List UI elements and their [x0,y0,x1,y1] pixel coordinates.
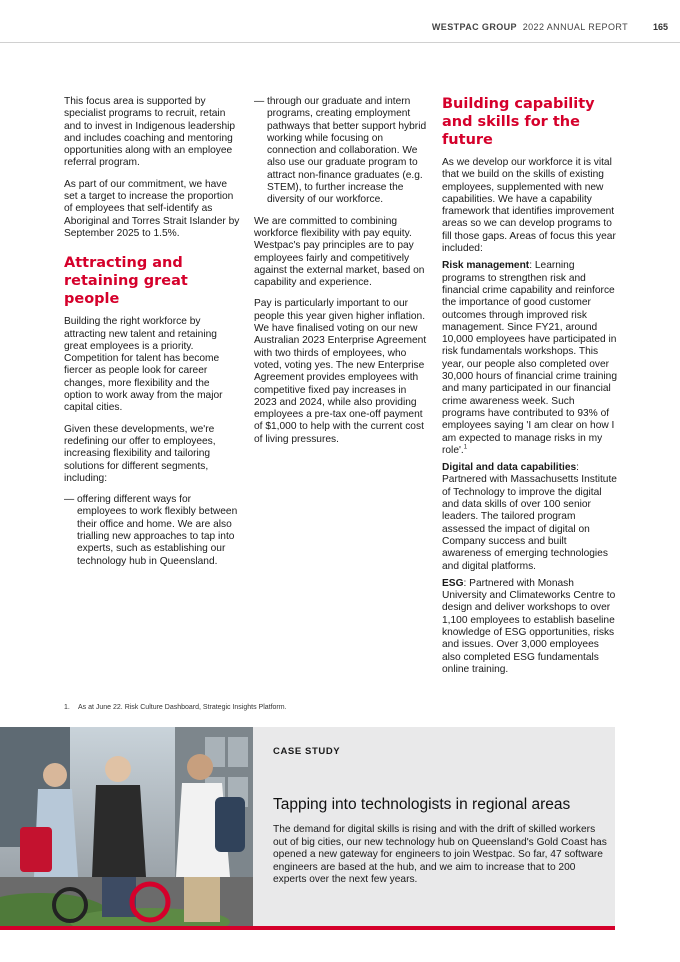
esg-title: ESG [442,577,464,589]
section-heading-building: Building capability and skills for the future [442,96,595,148]
bullet-item [64,494,240,568]
paragraph: Pay is particularly important to our people this year given higher inflation. We have finalised voting on our new Australian 2023 Enterprise Agreement with two thirds of employees, who voted, voting yes. The new Enterprise Agreement provides employees with competitive fixed pay increases in 2023 and 2024, while also providing employees a pre-tax one-off payment of $1,000 to help with the current cost of living pressures. [254,298,427,445]
case-study-photo [0,727,253,926]
paragraph: Given these developments, we're redefining our offer to employees, increasing flexibility and tailoring solutions for different segments, including: [64,423,216,484]
bullet-item [254,96,430,207]
digital-data-paragraph [442,462,618,573]
risk-management-paragraph [442,260,618,457]
column-3 [442,96,618,681]
column-2 [254,96,430,455]
digital-data-title: Digital and data capabilities [442,462,577,474]
dash-bullet-icon: — [64,494,75,506]
page-header [0,22,680,34]
dash-bullet-icon: — [254,96,265,107]
case-study-body: The demand for digital skills is rising and with the drift of skilled workers out of big cities, our new technology hub on Queensland's Gold Coast has opened a new gateway for engineers to join Westpac. So far, 47 software engineers are based at the hub, and we aim to increase that to 200 experts over the next few years. [273,824,607,886]
accent-bar [0,926,615,930]
case-study-panel [0,727,615,926]
paragraph: As we develop our workforce it is vital that we build on the skills of existing employees, supplemented with new capabilities. We have a capability framework that identifies improvement areas so we can develop programs to fill those gaps. Areas of focus this year included: [442,157,616,255]
header-divider [0,42,680,43]
footnote-text: As at June 22. Risk Culture Dashboard, Strategic Insights Platform. [78,704,287,711]
paragraph: As part of our commitment, we have set a target to increase the proportion of employees that self-identify as Aboriginal and Torres Strait Islander by September 2025 to 1.5%. [64,178,240,239]
esg-text: : Partnered with Monash University and Climateworks Centre to design and deliver workshops to over 1,100 employees to establish baseline knowledge of ESG opportunities, risks and issues. Over 3,000 employees also completed ESG fundamentals online training. [442,577,616,675]
people-street-photo-icon [0,727,253,926]
esg-paragraph [442,578,618,676]
footnote-ref: 1 [463,444,468,451]
footnote-number: 1. [64,704,70,711]
risk-management-text: : Learning programs to strengthen risk and financial crime capability and reinforce the importance of good customer outcomes through improved risk management. Since FY21, around 10,000 employees have participated in risk fundamentals workshops. This year, our people also completed over 30,000 hours of financial crime training and many participated in our financial crime awareness week. Such programs have contributed to 93% of employees saying 'I am clear on how I am expected to manage risks in my role'. [442,260,617,456]
report-title [432,22,628,32]
paragraph: We are committed to combining workforce flexibility with pay equity. Westpac's pay principles are to pay employees fairly and competitively against the external market, based on capability and experience. [254,215,425,289]
section-heading-attracting: Attracting and retaining great people [64,255,188,308]
paragraph: Building the right workforce by attracting new talent and retaining great employees is a priority. Competition for talent has become fiercer as people look for career changes, more flexibility and the option to work away from the major capital cities. [64,316,223,414]
risk-management-title: Risk management [442,260,530,272]
org-name: WESTPAC GROUP [431,22,517,32]
column-1 [64,96,240,577]
page-number: 165 [652,22,668,32]
case-study-label: CASE STUDY [273,746,341,757]
report-name: 2022 ANNUAL REPORT [522,22,628,32]
case-study-title: Tapping into technologists in regional areas [273,796,571,813]
footnote [64,704,287,711]
paragraph: This focus area is supported by specialist programs to recruit, retain and to invest in Indigenous leadership and includes coaching and mentoring opportunities along with an employee referral program. [64,96,236,169]
digital-data-text: : Partnered with Massachusetts Institute of Technology to improve the digital and data skills of over 100 senior leaders. The tailored program assessed the impact of digital on Company success and built awareness of emerging technologies and digital platforms. [442,462,617,572]
bullet-text: through our graduate and intern programs, creating employment pathways that better support hybrid working while focusing on connection and collaboration. We also use our graduate program to attract non-finance graduates (e.g. STEM), to further increase the diversity of our workforce. [267,96,427,206]
bullet-text: offering different ways for employees to work flexibly between their office and home. We are also trialling new approaches to tap into experts, such as establishing our technology hub in Queensland. [77,494,238,567]
